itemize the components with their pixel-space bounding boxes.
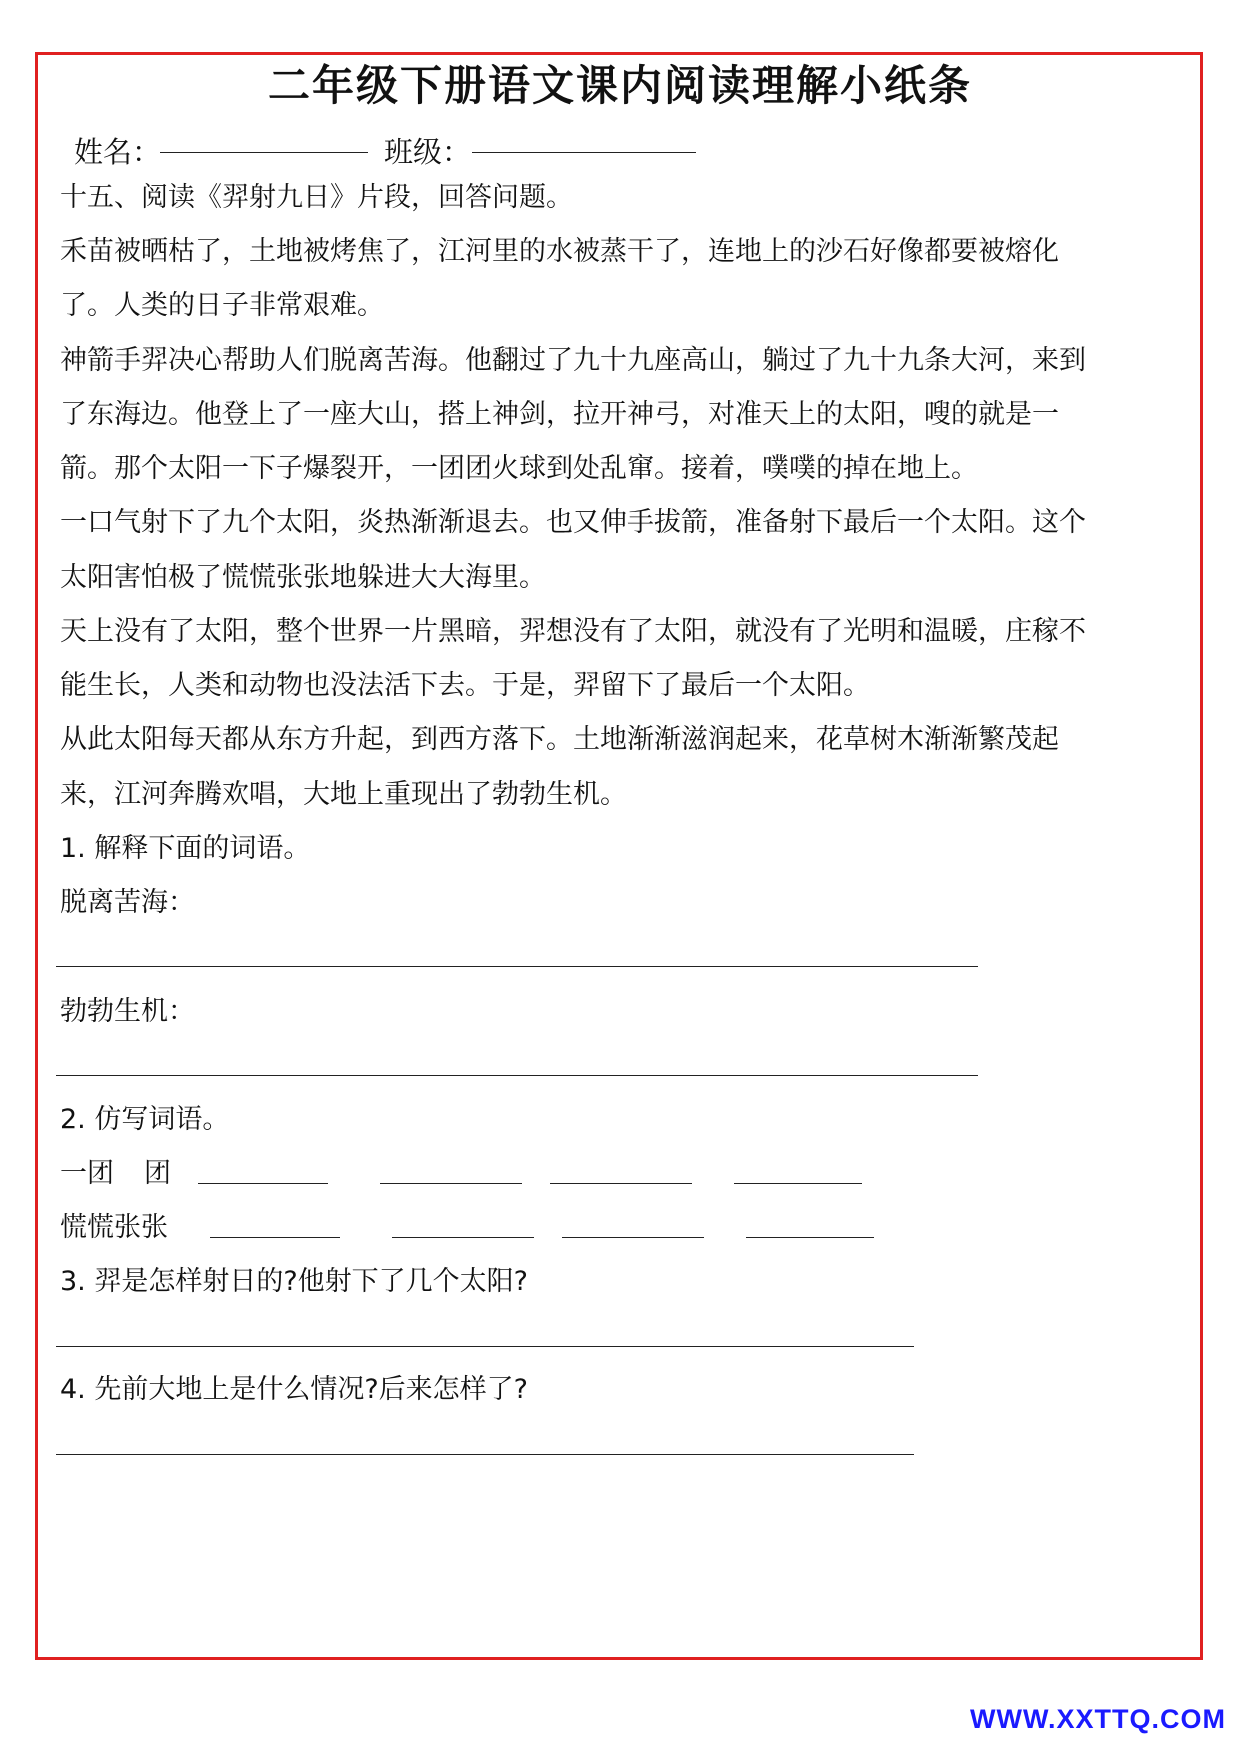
question-1: 1. 解释下面的词语。 (60, 833, 311, 864)
pattern-2-blank-2[interactable] (392, 1237, 534, 1238)
pattern-1-prefix: 一团 (60, 1158, 114, 1189)
pattern-2-blank-4[interactable] (746, 1237, 874, 1238)
pattern-2-blank-1[interactable] (210, 1237, 340, 1238)
page-title: 二年级下册语文课内阅读理解小纸条 (267, 61, 972, 110)
pattern-2-blank-3[interactable] (562, 1237, 704, 1238)
passage-line: 来，江河奔腾欢唱，大地上重现出了勃勃生机。 (60, 779, 627, 810)
passage-line: 从此太阳每天都从东方升起，到西方落下。土地渐渐滋润起来，花草树木渐渐繁茂起 (60, 724, 1059, 755)
name-blank[interactable] (160, 152, 368, 153)
passage-line: 天上没有了太阳，整个世界一片黑暗，羿想没有了太阳，就没有了光明和温暖，庄稼不 (60, 616, 1086, 647)
passage-line: 了东海边。他登上了一座大山，搭上神剑，拉开神弓，对准天上的太阳，嗖的就是一 (60, 399, 1059, 430)
answer-line-q3[interactable] (56, 1346, 914, 1347)
answer-line-term-2[interactable] (56, 1075, 978, 1076)
pattern-2-example: 慌慌张张 (60, 1212, 168, 1243)
passage-line: 能生长，人类和动物也没法活下去。于是，羿留下了最后一个太阳。 (60, 670, 870, 701)
class-blank[interactable] (472, 152, 696, 153)
answer-line-q4[interactable] (56, 1454, 914, 1455)
pattern-1-blank-4[interactable] (734, 1183, 862, 1184)
term-1-label: 脱离苦海： (60, 887, 195, 918)
term-2-label: 勃勃生机： (60, 996, 195, 1027)
passage-line: 禾苗被晒枯了，土地被烤焦了，江河里的水被蒸干了，连地上的沙石好像都要被熔化 (60, 236, 1059, 267)
site-watermark: WWW.XXTTQ.COM (970, 1704, 1226, 1734)
passage-line: 一口气射下了九个太阳，炎热渐渐退去。也又伸手拔箭，准备射下最后一个太阳。这个 (60, 507, 1086, 538)
pattern-1-blank-2[interactable] (380, 1183, 522, 1184)
section-heading: 十五、阅读《羿射九日》片段，回答问题。 (60, 182, 573, 213)
passage-line: 太阳害怕极了慌慌张张地躲进大大海里。 (60, 562, 546, 593)
pattern-1-blank-3[interactable] (550, 1183, 692, 1184)
passage-line: 箭。那个太阳一下子爆裂开，一团团火球到处乱窜。接着，噗噗的掉在地上。 (60, 453, 978, 484)
passage-line: 了。人类的日子非常艰难。 (60, 290, 384, 321)
answer-line-term-1[interactable] (56, 966, 978, 967)
passage-line: 神箭手羿决心帮助人们脱离苦海。他翻过了九十九座高山，躺过了九十九条大河，来到 (60, 345, 1086, 376)
question-4: 4. 先前大地上是什么情况?后来怎样了? (60, 1374, 529, 1405)
name-label: 姓名： (74, 135, 162, 169)
pattern-1-suffix: 团 (144, 1158, 171, 1189)
question-3: 3. 羿是怎样射日的?他射下了几个太阳? (60, 1266, 529, 1297)
pattern-1-blank-1[interactable] (198, 1183, 328, 1184)
class-label: 班级： (384, 135, 472, 169)
question-2: 2. 仿写词语。 (60, 1104, 230, 1135)
